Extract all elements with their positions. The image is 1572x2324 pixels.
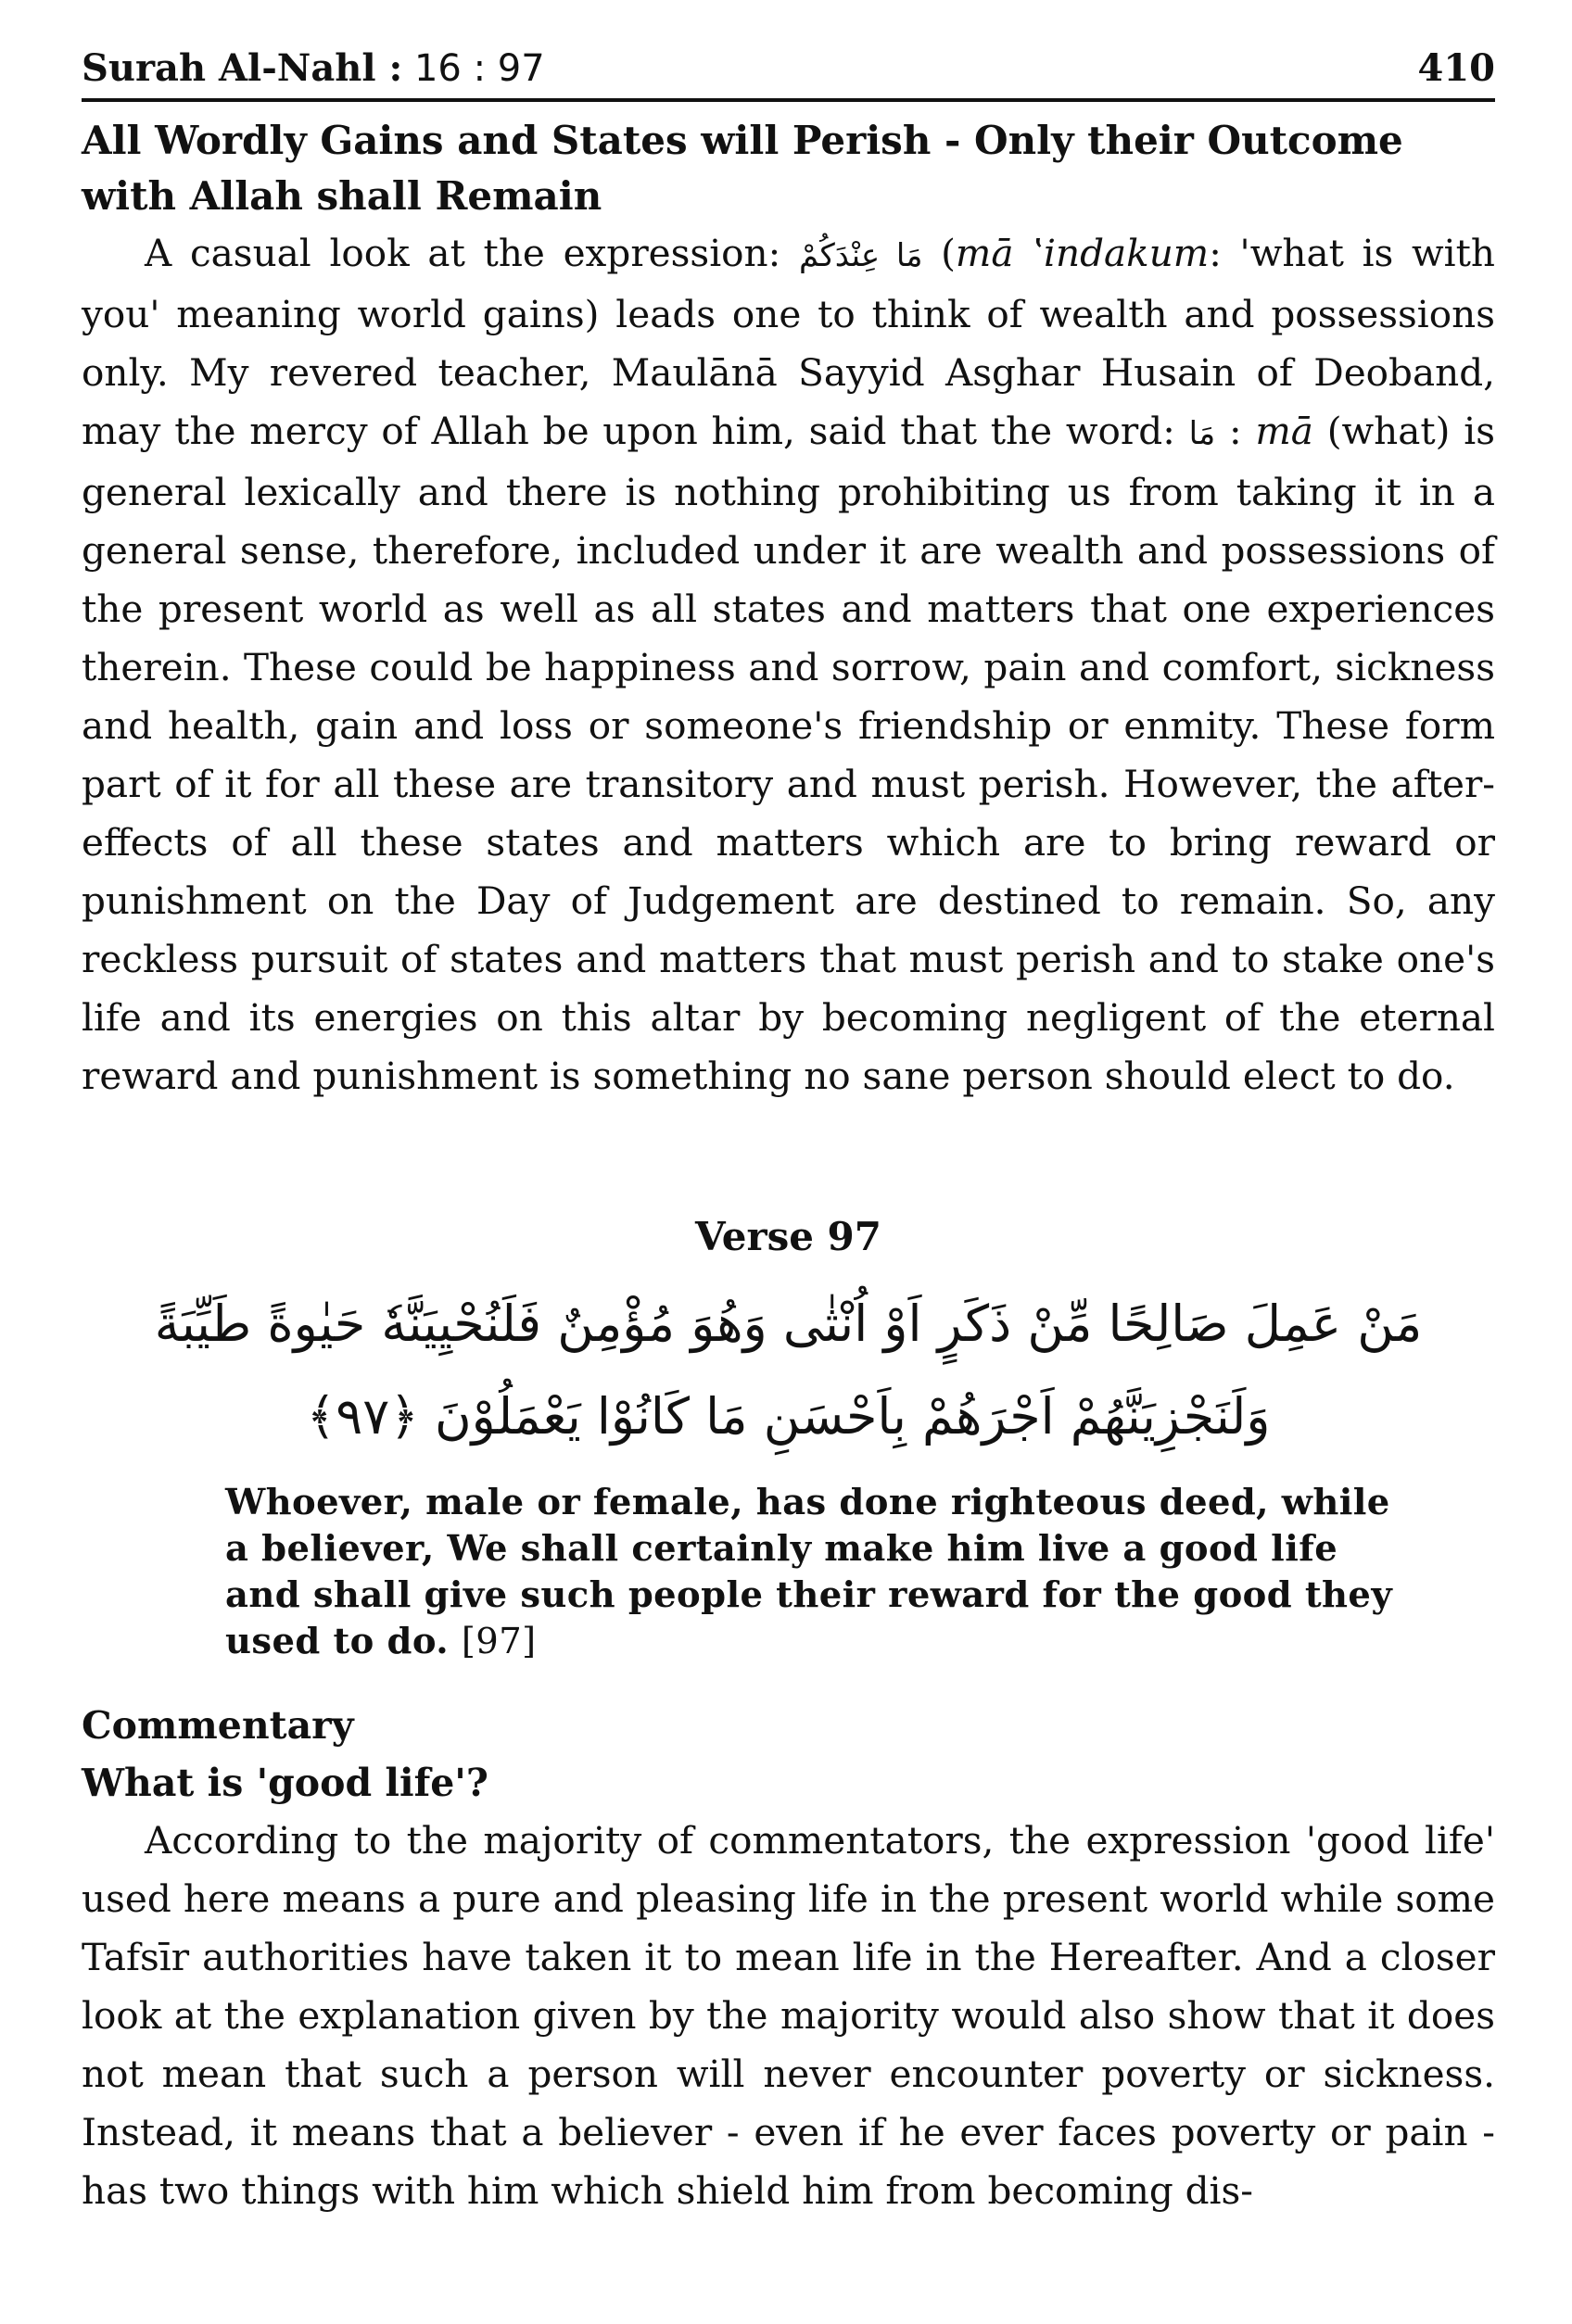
verse-title: Verse 97 bbox=[694, 1214, 882, 1259]
paragraph-text-end: (what) is general lexically and there is nothing prohibiting us from taking it in a general sense, therefore, included under it are wealth and possessions of the present world as well as all states and matters that one experiences therein. These could be happiness and sorrow, pain and comfort, sickness and health, gain and loss or someone's friendship or enmity. These form part of it for all these are transitory and must perish. However, the after-effects of all these states and matters which are to bring reward or punishment on the Day of Judgement are destined to remain. So, any reckless pursuit of states and matters that must perish and to stake one's life and its energies on this altar by becoming negligent of the eternal reward and punishment is something no sane person should elect to do. bbox=[82, 409, 1495, 1098]
paragraph-text: : bbox=[1215, 409, 1256, 453]
commentary-paragraph: According to the majority of commentators, the expression 'good life' used here means a pure and pleasing life in the present world while some Tafsīr authorities have taken it to mean life in the Hereafter. And a closer look at the explanation given by the majority would also show that it does not mean that such a person will never encounter poverty or sickness. Instead, it means that a believer - even if he ever faces poverty or pain - has two things with him which shield him from becoming dis- bbox=[82, 1818, 1495, 2213]
arabic-line-2: وَلَنَجْزِيَنَّهُمْ اَجْرَهُمْ بِاَحْسَنِ مَا كَانُوْا يَعْمَلُوْنَ ﴿٩٧﴾ bbox=[306, 1387, 1271, 1446]
commentary-heading: Commentary bbox=[82, 1703, 354, 1748]
verse-reference: 16 : 97 bbox=[413, 47, 545, 90]
page-number: 410 bbox=[1417, 46, 1495, 90]
header-left bbox=[82, 46, 545, 91]
transliteration: mā ʽindakum bbox=[955, 231, 1210, 275]
section-paragraph bbox=[82, 224, 1495, 1105]
header-rule bbox=[82, 98, 1495, 102]
verse-translation bbox=[225, 1480, 1412, 1665]
section-heading: All Wordly Gains and States will Perish - Only their Outcome with Allah shall Remain bbox=[82, 118, 1403, 219]
transliteration: mā bbox=[1255, 409, 1313, 453]
arabic-line-1: مَنْ عَمِلَ صَالِحًا مِّنْ ذَكَرٍ اَوْ اُنْثٰى وَهُوَ مُؤْمِنٌ فَلَنُحْيِيَنَّهٗ حَيٰوةً طَيِّبَةً bbox=[154, 1295, 1423, 1353]
paragraph-text: : 'what is with you' meaning world gains) leads one to think of wealth and possessions only. My revered teacher, Maulānā Sayyid Asghar Husain of Deoband, may the mercy of Allah be upon him, said that the word: bbox=[82, 231, 1495, 453]
translation-text: Whoever, male or female, has done righteous deed, while a believer, We shall certainly make him live a good life and shall give such people their reward for the good they used to do. bbox=[225, 1482, 1393, 1662]
commentary-section bbox=[82, 1697, 1495, 2220]
running-header bbox=[82, 46, 1495, 96]
surah-name: Surah Al-Nahl : bbox=[82, 46, 403, 90]
paragraph-text: ( bbox=[922, 231, 956, 275]
page bbox=[82, 46, 1495, 2220]
paragraph-text-start: A casual look at the expression: bbox=[145, 231, 799, 275]
translation-verse-number: [97] bbox=[461, 1621, 537, 1662]
arabic-expression: مَا عِنْدَكُمْ bbox=[798, 237, 923, 274]
commentary-subheading: What is 'good life'? bbox=[82, 1761, 488, 1805]
arabic-word: مَا bbox=[1188, 415, 1216, 452]
verse-arabic-text bbox=[82, 1278, 1495, 1463]
